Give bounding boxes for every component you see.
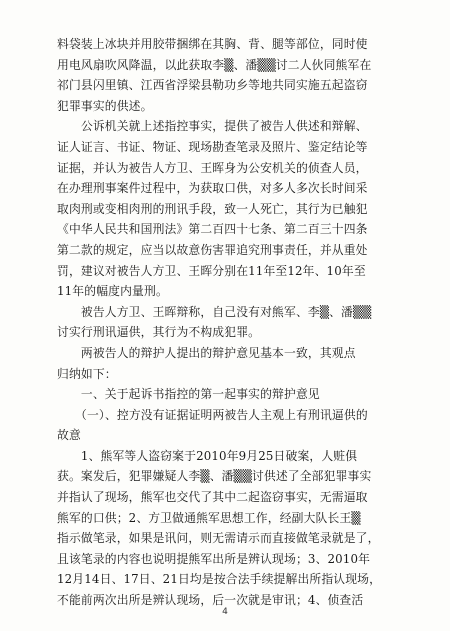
text-line: 且该笔录的内容也说明提熊军出所是辨认现场；3、2010年: [57, 551, 371, 566]
text-line: 12月14日、17日、21日均是按合法手续提解出所指认现场，: [57, 572, 382, 587]
text-line: 罚，建议对被告人方卫、王晖分别在11年至12年、10年至: [57, 263, 366, 278]
text-line: 第二款的规定，应当以故意伤害罪追究刑事责任，并从重处: [57, 242, 368, 257]
text-line: 两被告人的辩护人提出的辩护意见基本一致，其观点: [57, 345, 356, 360]
text-line: 讨实行刑讯逼供，其行为不构成犯罪。: [57, 325, 261, 340]
text-line: 料袋装上冰块并用胶带捆绑在其胸、背、腿等部位，同时使: [57, 37, 368, 51]
text-line: 证据，并认为被告人方卫、王晖身为公安机关的侦查人员，: [57, 160, 368, 175]
document-body: [57, 34, 399, 611]
text-line: 获。案发后，犯罪嫌疑人李▒、潘▒▒讨供述了全部犯罪事实: [57, 469, 372, 484]
text-line: 祁门县闪里镇、江西省浮梁县勒功乡等地共同实施五起盗窃: [57, 78, 368, 93]
text-line: 并指认了现场，熊军也交代了其中二起盗窃事实，无需逼取: [57, 490, 368, 505]
text-line: 不能前两次出所是辨认现场，后一次就是审讯；4、侦查活: [57, 593, 364, 608]
text-line: 被告人方卫、王晖辩称，自己没有对熊军、李▒、潘▒▒: [57, 304, 372, 319]
text-line: 《中华人民共和国刑法》第二百四十七条、第二百三十四条: [57, 222, 368, 237]
text-line: 熊军的口供；2、方卫做通熊军思想工作，经副大队长王▒: [57, 510, 361, 525]
text-line: 犯罪事实的供述。: [57, 98, 153, 113]
text-line: 在办理刑事案件过程中，为获取口供，对多人多次长时间采: [57, 181, 368, 196]
text-line: 归纳如下：: [57, 366, 117, 381]
text-line: 证人证言、书证、物证、现场勘查笔录及照片、鉴定结论等: [57, 139, 368, 154]
page-number: 4: [222, 607, 228, 617]
text-line: 指示做笔录，如果是讯问，则无需请示而直接做笔录就是了，: [57, 531, 380, 546]
section-heading: 一、关于起诉书指控的第一起事实的辩护意见: [57, 387, 320, 402]
subsection-heading: （一）、控方没有证据证明两被告人主观上有刑讯逼供的: [57, 407, 368, 422]
text-line: 用电风扇吹风降温，以此获取李▒、潘▒▒讨二人伙同熊军在: [57, 57, 372, 72]
text-line: 公诉机关就上述指控事实，提供了被告人供述和辩解、: [57, 119, 368, 134]
text-line: 1、熊军等人盗窃案于2010年9月25日破案，人赃俱: [57, 448, 358, 463]
text-line: 11年的幅度内量刑。: [57, 284, 168, 299]
text-line: 取肉刑或变相肉刑的刑讯手段，致一人死亡，其行为已触犯: [57, 201, 368, 216]
subsection-heading: 故意: [57, 428, 81, 443]
